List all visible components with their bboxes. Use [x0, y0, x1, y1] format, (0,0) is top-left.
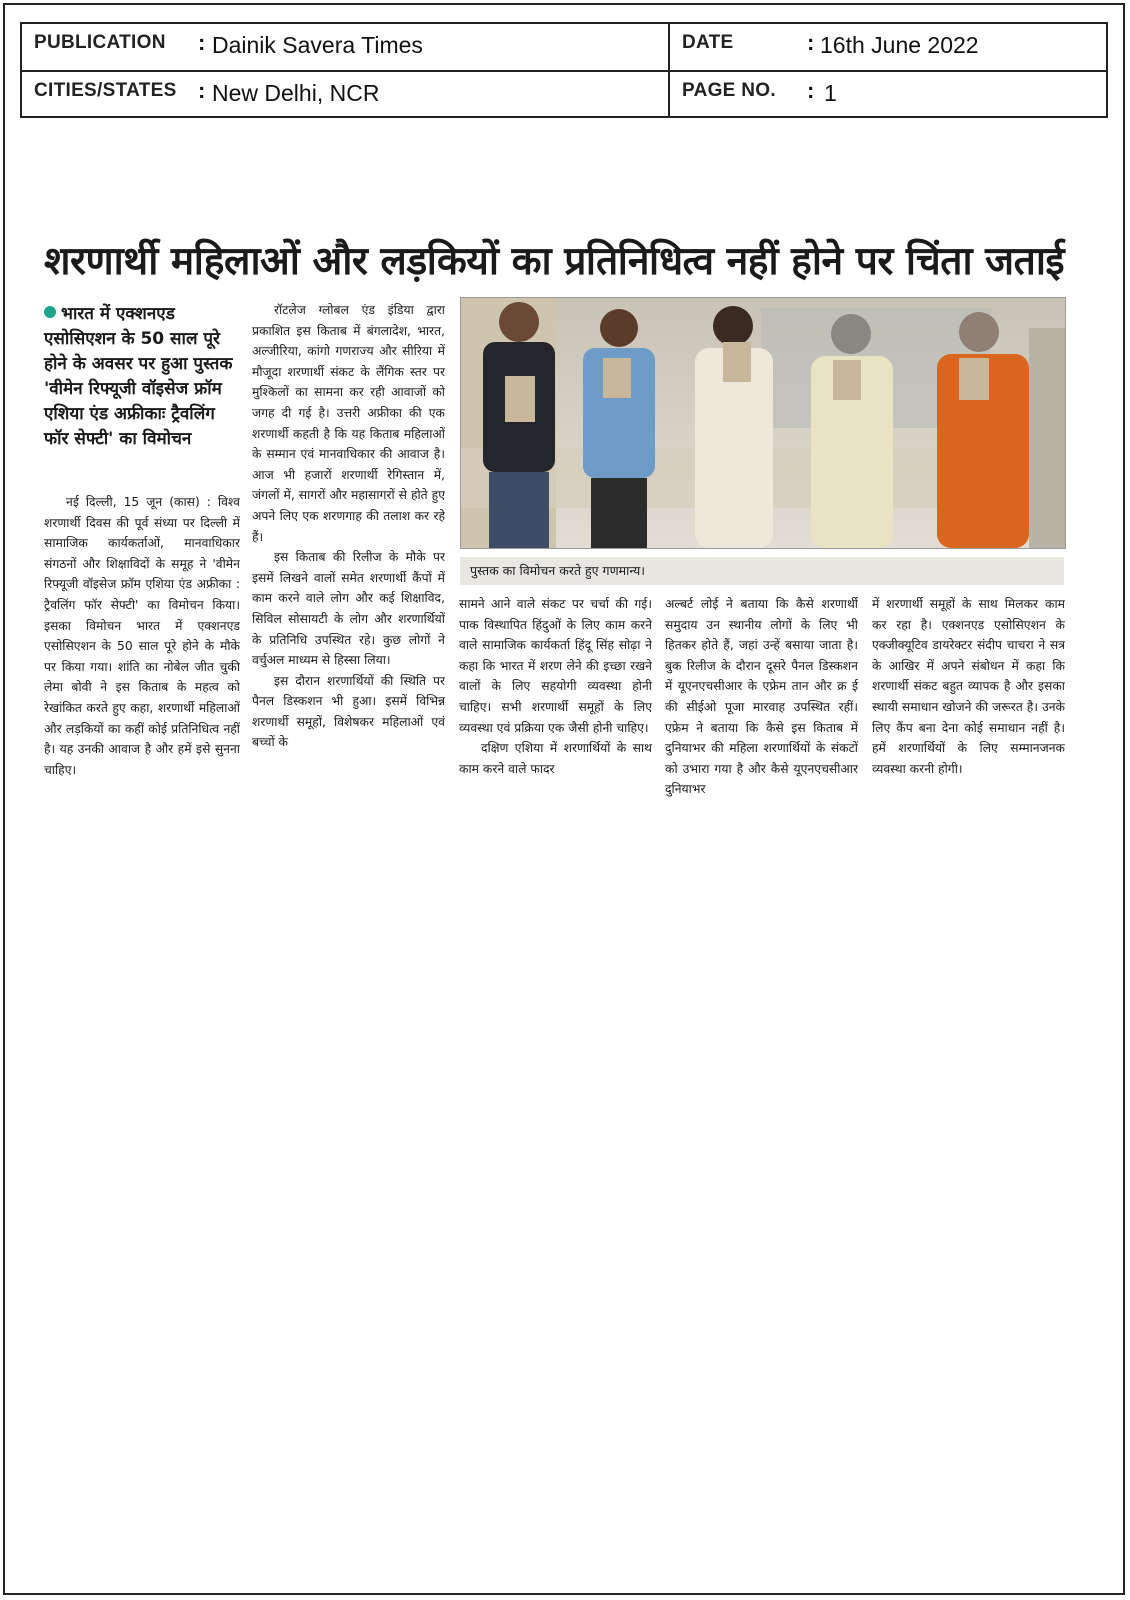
col3-paragraph-2: दक्षिण एशिया में शरणार्थियों के साथ काम करने वाले फादर — [459, 741, 652, 776]
page-value: 1 — [824, 80, 837, 106]
meta-row-cities — [22, 72, 1106, 118]
deck-text: भारत में एक्शनएड एसोसिएशन के 50 साल पूरे होने के अवसर पर हुआ पुस्तक 'वीमेन रिफ्यूजी वॉइसेज फ्रॉम एशिया एंड अफ्रीकाः ट्रैवलिंग फॉर सेफ्टी' का विमोचन — [44, 304, 233, 449]
date-colon: : — [807, 30, 815, 55]
cities-value: New Delhi, NCR — [212, 80, 380, 106]
publication-label: PUBLICATION — [34, 32, 166, 53]
photo-caption: पुस्तक का विमोचन करते हुए गणमान्य। — [460, 557, 1064, 585]
article-column-3 — [459, 594, 652, 832]
article-column-5 — [872, 594, 1065, 832]
page-colon: : — [807, 78, 815, 103]
article-photo — [460, 297, 1066, 549]
article-deck — [44, 302, 240, 452]
page-label: PAGE NO. — [682, 80, 776, 101]
article-column-2 — [252, 300, 445, 830]
article-headline: शरणार्थी महिलाओं और लड़कियों का प्रतिनिधित्व नहीं होने पर चिंता जताई — [44, 239, 1065, 284]
clipping-meta-table — [20, 22, 1108, 118]
publication-value: Dainik Savera Times — [212, 32, 423, 58]
date-value: 16th June 2022 — [820, 32, 979, 58]
col2-paragraph-1: रॉटलेज ग्लोबल एंड इंडिया द्वारा प्रकाशित इस किताब में बंगलादेश, भारत, अल्जीरिया, कांगो गणराज्य और सीरिया में मौजूदा शरणार्थी संकट के लैंगिक स्तर पर मुश्किलों का सामना कर रही आवाजों को जगह दी गई है। उत्तरी अफ्रीका की एक शरणार्थी कहती है कि यह किताब महिलाओं के सम्मान एवं मानवाधिकार की आवाज है। आज भी हजारों शरणार्थी रेगिस्तान में, जंगलों में, सागरों और महासागरों से होते हुए अपने लिए एक शरणगाह की तलाश कर रहे हैं। — [252, 303, 445, 544]
col2-paragraph-2: इस किताब की रिलीज के मौके पर इसमें लिखने वालों समेत शरणार्थी कैंपों में काम करने वाले लोग और कई शिक्षाविद, सिविल सोसायटी के लोग और शरणार्थियों के प्रतिनिधि उपस्थित रहे। कुछ लोगों ने वर्चुअल माध्यम से हिस्सा लिया। — [252, 550, 445, 668]
photo-illustration — [461, 298, 1065, 548]
bullet-icon — [44, 306, 56, 318]
meta-divider — [668, 24, 670, 116]
article-column-4 — [665, 594, 858, 832]
col5-paragraph-1: में शरणार्थी समूहों के साथ मिलकर काम कर रहा है। एक्शनएड एसोसिएशन के एक्जीक्यूटिव डायरेक्टर संदीप चाचरा ने सत्र के आखिर में अपने संबोधन में कहा कि शरणार्थी संकट बहुत व्यापक है और इसका स्थायी समाधान खोजने की जरूरत है। उनके लिए कैंप बना देना कोई समाधान नहीं है। हमें शरणार्थियों के लिए सम्मानजनक व्यवस्था करनी होगी। — [872, 597, 1065, 776]
article-column-1 — [44, 492, 240, 832]
col2-paragraph-3: इस दौरान शरणार्थियों की स्थिति पर पैनल डिस्कशन भी हुआ। इसमें विभिन्न शरणार्थी समूहों, विशेषकर महिलाओं एवं बच्चों के — [252, 673, 445, 750]
col3-paragraph-1: सामने आने वाले संकट पर चर्चा की गई। पाक विस्थापित हिंदुओं के लिए काम करने वाले सामाजिक कार्यकर्ता हिंदू सिंह सोढ़ा ने कहा कि भारत में शरण लेने की इच्छा रखने वालों के लिए सहयोगी व्यवस्था होनी चाहिए। सभी शरणार्थी समूहों के लिए व्यवस्था एवं प्रक्रिया एक जैसी होनी चाहिए। — [459, 597, 652, 735]
date-label: DATE — [682, 32, 734, 53]
col4-paragraph-1: अल्बर्ट लोई ने बताया कि कैसे शरणार्थी समुदाय उन स्थानीय लोगों के लिए भी हितकर होते हैं, जहां उन्हें बसाया जाता है। बुक रिलीज के दौरान दूसरे पैनल डिस्कशन में यूएनएचसीआर के एफ्रेम तान और क्र ई की सीईओ पूजा मारवाह उपस्थित रहीं। एफ्रेम ने बताया कि कैसे इस किताब में दुनियाभर की महिला शरणार्थियों के संकटों को उभारा गया है और कैसे यूएनएचसीआर दुनियाभर — [665, 597, 858, 797]
publication-colon: : — [198, 30, 206, 55]
col1-paragraph: नई दिल्ली, 15 जून (कास) : विश्व शरणार्थी दिवस की पूर्व संध्या पर दिल्ली में सामाजिक कार्यकर्ताओं, मानवाधिकार संगठनों और शिक्षाविदों के समूह ने 'वीमेन रिफ्यूजी वॉइसेज फ्रॉम एशिया एंड अफ्रीका : ट्रैवलिंग फॉर सेफ्टी' का विमोचन किया। इसका विमोचन भारत में एक्शनएड एसोसिएशन के 50 साल पूरे होने के मौके पर किया गया। शांति का नोबेल जीत चुकी लेमा बोवी ने इस किताब के महत्व को रेखांकित करते हुए कहा, शरणार्थी महिलाओं और लड़कियों का कहीं कोई प्रतिनिधित्व नहीं है। यह उनकी आवाज है और हमें इसे सुनना चाहिए। — [44, 495, 240, 777]
cities-colon: : — [198, 78, 206, 103]
meta-row-publication — [22, 24, 1106, 72]
cities-label: CITIES/STATES — [34, 80, 177, 101]
